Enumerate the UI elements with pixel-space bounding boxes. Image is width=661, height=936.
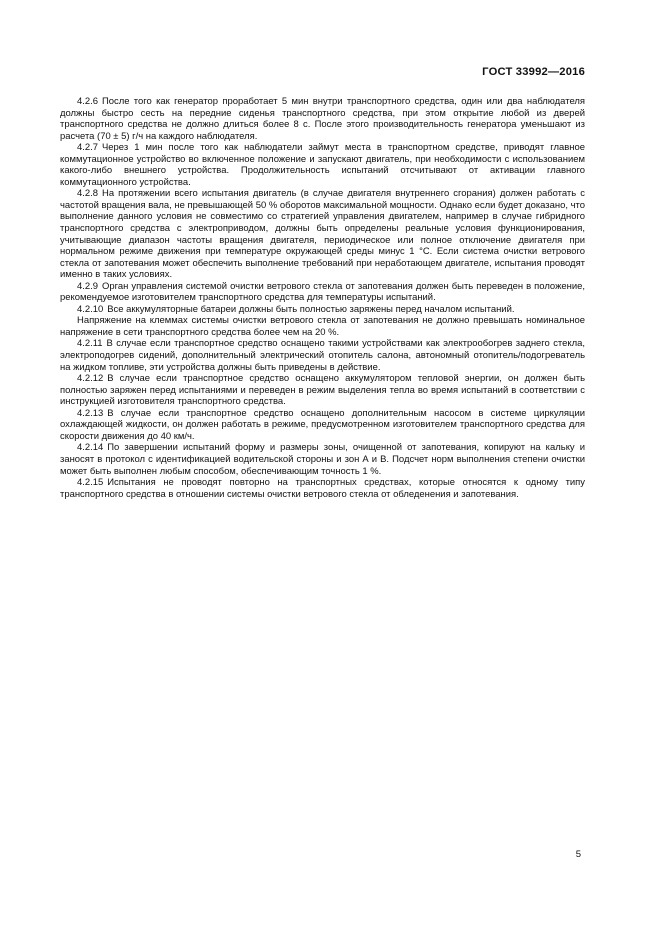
paragraph-number: 4.2.11 <box>77 338 103 350</box>
paragraph-text: Напряжение на клеммах системы очистки ветрового стекла от запотевания не должно превышать номинальное напряжение в сети транспортного средства более чем на 20 %. <box>60 315 585 338</box>
paragraph-4-2-15 <box>60 477 585 500</box>
paragraph-number: 4.2.8 <box>77 188 98 200</box>
standard-number: ГОСТ 33992—2016 <box>482 66 585 78</box>
page-number: 5 <box>575 849 581 860</box>
paragraph-number: 4.2.7 <box>77 142 98 154</box>
paragraph-4-2-13 <box>60 408 585 443</box>
paragraph-4-2-14 <box>60 442 585 477</box>
paragraph-text: По завершении испытаний форму и размеры зоны, очищенной от запотевания, копируют на кальку и заносят в протокол с идентификацией водительской стороны и зон А и В. Подсчет норм выполнения степени очистки может быть выполнен любым способом, обеспечивающим точность 1 %. <box>60 442 585 477</box>
paragraph-number: 4.2.10 <box>77 303 104 315</box>
paragraph-number: 4.2.9 <box>77 280 98 292</box>
paragraph-4-2-9 <box>60 281 585 304</box>
paragraph-text: В случае если транспортное средство оснащено аккумулятором тепловой энергии, он должен быть полностью заряжен перед испытаниями и переведен в режим выделения тепла во время испытаний в соответствии с инструкцией изготовителя транспортного средства. <box>60 373 585 408</box>
paragraph-number: 4.2.14 <box>77 442 104 454</box>
paragraph-text: В случае если транспортное средство оснащено дополнительным насосом в системе циркуляции охлаждающей жидкости, он должен работать в режиме, предусмотренном изготовителем транспортного средства для скорости движения до 40 км/ч. <box>60 407 585 442</box>
paragraph-number: 4.2.6 <box>77 96 98 107</box>
paragraph-4-2-11 <box>60 338 585 373</box>
paragraph-text: На протяжении всего испытания двигатель (в случае двигателя внутреннего сгорания) должен работать с частотой вращения вала, не превышающей 50 % оборотов максимальной мощности. Однако если будет доказано, что выполнение данного условия не совместимо со стратегией управления двигателем, например в случае гибридного транспортного средства с электроприводом, должны быть определены реальные условия функционирования, учитывающие диапазон частоты вращения двигателя, периодическое или полное отключение двигателя при нормальном режиме движения при температуре окружающей среды минус 1 °С. Если система очистки ветрового стекла от запотевания может обеспечить выполнение требований при неработающем двигателе, испытания проводят именно в таких условиях. <box>60 188 585 281</box>
paragraph-text: Все аккумуляторные батареи должны быть полностью заряжены перед началом испытаний. <box>107 303 515 315</box>
paragraph-number: 4.2.13 <box>77 407 104 419</box>
paragraph-4-2-8 <box>60 188 585 280</box>
document-body <box>60 96 585 500</box>
paragraph-4-2-10 <box>60 304 585 316</box>
paragraph-4-2-7 <box>60 142 585 188</box>
paragraph-number: 4.2.15 <box>77 477 104 489</box>
paragraph-text: После того как генератор проработает 5 мин внутри транспортного средства, один или два наблюдателя должны быстро сесть на передние сиденья транспортного средства, при этом открытие любой из дверей транспортного средства не должно длиться более 8 с. После этого производительность генератора уменьшают из расчета (70 ± 5) г/ч на каждого наблюдателя. <box>60 96 585 142</box>
paragraph-text: Орган управления системой очистки ветрового стекла от запотевания должен быть переведен в положение, рекомендуемое изготовителем транспортного средства для температуры испытаний. <box>60 280 585 304</box>
paragraph-number: 4.2.12 <box>77 373 104 385</box>
paragraph-text: Через 1 мин после того как наблюдатели займут места в транспортном средстве, приводят главное коммутационное устройство во включенное положение и запускают двигатель, при необходимости с использованием какого-либо внешнего устройства. Продолжительность испытаний отсчитывают от активации главного коммутационного устройства. <box>60 142 585 188</box>
paragraph-4-2-12 <box>60 373 585 408</box>
paragraph-voltage <box>60 315 585 338</box>
paragraph-text: В случае если транспортное средство оснащено такими устройствами как электрообогрев заднего стекла, электроподогрев сидений, дополнительный электрический отопитель салона, автономный отопитель/подогреватель на жидком топливе, эти устройства должны быть приведены в действие. <box>60 338 585 373</box>
paragraph-4-2-6 <box>60 96 585 142</box>
paragraph-text: Испытания не проводят повторно на транспортных средствах, которые относятся к одному типу транспортного средства в отношении системы очистки ветрового стекла от обледенения и запотевания. <box>60 477 585 500</box>
